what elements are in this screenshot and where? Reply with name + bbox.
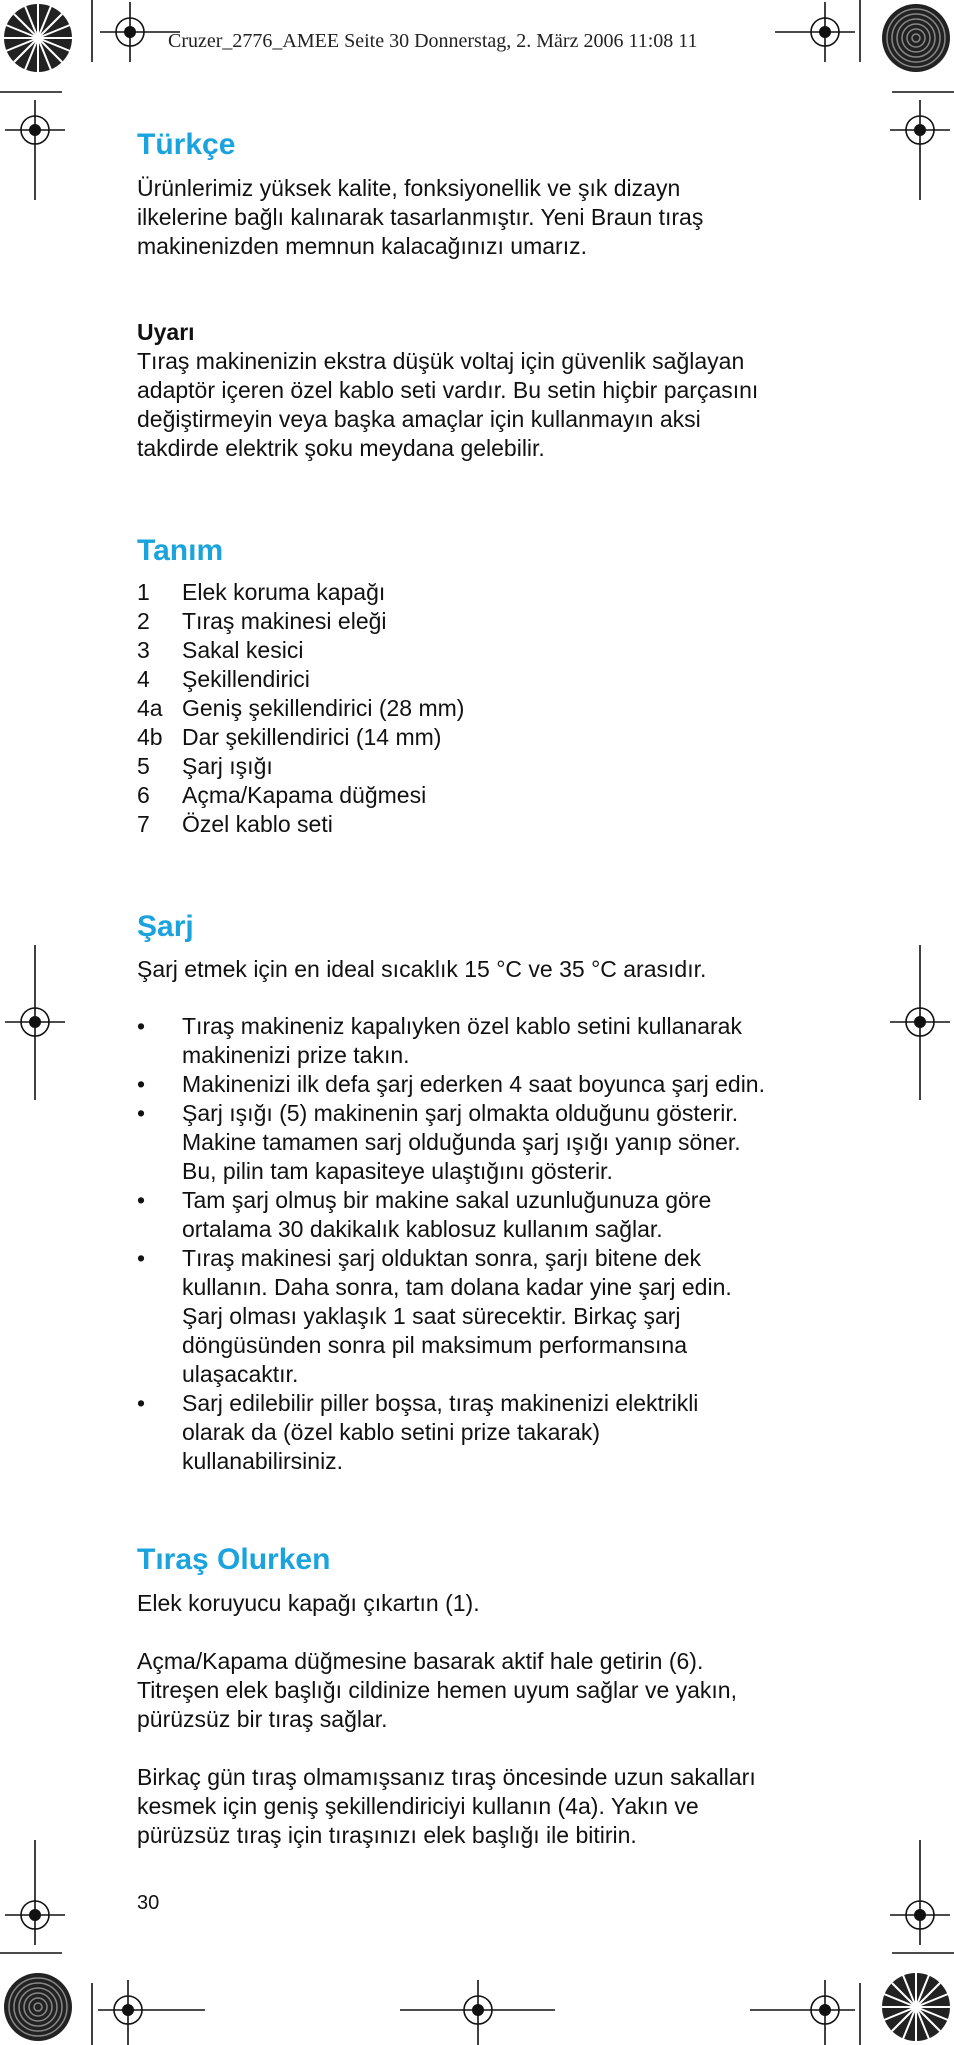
registration-mark-bottom-left <box>98 1980 205 2045</box>
item-number: 1 <box>137 579 150 605</box>
charging-intro: Şarj etmek için en ideal sıcaklık 15 °C ve 35 °C arasıdır. <box>137 956 707 982</box>
bullet-symbol: • <box>137 1013 146 1039</box>
concentric-mark-bottom-left <box>4 1973 72 2041</box>
text-line: pürüzsüz bir tıraş sağlar. <box>137 1706 388 1732</box>
item-text: Şarj ışığı <box>182 753 273 779</box>
text-line: kesmek için geniş şekillendiriciyi kullanın (4a). Yakın ve <box>137 1793 699 1819</box>
print-slug: Cruzer_2776_AMEE Seite 30 Donnerstag, 2. März 2006 11:08 11 <box>168 30 698 52</box>
text-line: makinenizden memnun kalacağınızı umarız. <box>137 233 587 259</box>
bullet-symbol: • <box>137 1071 146 1097</box>
registration-mark-right-bottom <box>890 1840 950 1945</box>
item-text: Elek koruma kapağı <box>182 579 386 605</box>
text-line: adaptör içeren özel kablo seti vardır. Bu setin hiçbir parçasını <box>137 377 759 403</box>
bullet-item <box>137 1389 837 1476</box>
item-text: Geniş şekillendirici (28 mm) <box>182 695 465 721</box>
list-item <box>137 752 464 781</box>
text-line: kullanın. Daha sonra, tam dolana kadar yine şarj edin. <box>182 1274 732 1300</box>
registration-mark-top-right <box>775 2 855 62</box>
list-item <box>137 810 464 839</box>
text-line: ulaşacaktır. <box>182 1361 299 1387</box>
item-number: 4a <box>137 695 163 721</box>
registration-mark-bottom-right <box>750 1980 855 2045</box>
text-line: Tıraş makinenizin ekstra düşük voltaj için güvenlik sağlayan <box>137 348 745 374</box>
bullet-item <box>137 1012 837 1070</box>
warning-title: Uyarı <box>137 319 195 345</box>
text-line: Makine tamamen sarj olduğunda şarj ışığı yanıp söner. <box>182 1129 741 1155</box>
list-item <box>137 636 464 665</box>
bullet-item <box>137 1099 837 1186</box>
item-number: 3 <box>137 637 150 663</box>
concentric-mark-top-right <box>882 4 950 72</box>
text-line: ortalama 30 dakikalık kablosuz kullanım sağlar. <box>182 1216 663 1242</box>
text-line: Birkaç gün tıraş olmamışsanız tıraş öncesinde uzun sakalları <box>137 1764 756 1790</box>
shaving-paragraph-3 <box>137 1763 837 1850</box>
item-number: 7 <box>137 811 150 837</box>
text-line: Şarj ışığı (5) makinenin şarj olmakta olduğunu gösterir. <box>182 1100 739 1126</box>
registration-mark-right-top <box>890 100 950 200</box>
item-number: 4b <box>137 724 163 750</box>
text-line: Makinenizi ilk defa şarj ederken 4 saat boyunca şarj edin. <box>182 1071 765 1097</box>
section-heading-tiras-olurken: Tıraş Olurken <box>137 1543 331 1576</box>
item-text: Sakal kesici <box>182 637 304 663</box>
starburst-mark-bottom-right <box>882 1973 950 2041</box>
text-line: Şarj olması yaklaşık 1 saat sürecektir. Birkaç şarj <box>182 1303 681 1329</box>
intro-paragraph <box>137 174 837 261</box>
text-line: Sarj edilebilir piller boşsa, tıraş makinenizi elektrikli <box>182 1390 699 1416</box>
starburst-mark-top-left <box>4 4 72 72</box>
text-line: takdirde elektrik şoku meydana gelebilir. <box>137 435 545 461</box>
item-text: Dar şekillendirici (14 mm) <box>182 724 442 750</box>
item-text: Açma/Kapama düğmesi <box>182 782 427 808</box>
charging-bullets <box>137 1012 837 1476</box>
text-line: makinenizi prize takın. <box>182 1042 410 1068</box>
page-number: 30 <box>137 1892 160 1914</box>
shaving-paragraph-1 <box>137 1589 837 1618</box>
bullet-item <box>137 1070 837 1099</box>
bullet-symbol: • <box>137 1187 146 1213</box>
registration-mark-left-top <box>5 100 65 200</box>
warning-block <box>137 318 837 463</box>
text-line: olarak da (özel kablo setini prize takarak) <box>182 1419 601 1445</box>
text-line: Tıraş makinesi şarj olduktan sonra, şarjı bitene dek <box>182 1245 702 1271</box>
section-heading-sarj: Şarj <box>137 910 194 943</box>
section-heading-tanim: Tanım <box>137 534 224 567</box>
registration-mark-left-bottom <box>5 1840 65 1945</box>
text-line: Açma/Kapama düğmesine basarak aktif hale getirin (6). <box>137 1648 704 1674</box>
list-item <box>137 723 464 752</box>
text-line: Ürünlerimiz yüksek kalite, fonksiyonellik ve şık dizayn <box>137 175 681 201</box>
text-line: Tam şarj olmuş bir makine sakal uzunluğunuza göre <box>182 1187 712 1213</box>
item-number: 4 <box>137 666 150 692</box>
list-item <box>137 607 464 636</box>
parts-list <box>137 578 464 839</box>
bullet-item <box>137 1244 837 1389</box>
item-number: 5 <box>137 753 150 779</box>
bullet-item <box>137 1186 837 1244</box>
list-item <box>137 578 464 607</box>
section-heading-turkce: Türkçe <box>137 128 236 161</box>
item-text: Şekillendirici <box>182 666 310 692</box>
text-line: pürüzsüz tıraş için tıraşınızı elek başlığı ile bitirin. <box>137 1822 637 1848</box>
bullet-symbol: • <box>137 1100 146 1126</box>
item-text: Özel kablo seti <box>182 811 333 837</box>
text-line: Elek koruyucu kapağı çıkartın (1). <box>137 1590 480 1616</box>
list-item <box>137 781 464 810</box>
shaving-paragraph-2 <box>137 1647 837 1734</box>
text-line: Titreşen elek başlığı cildinize hemen uyum sağlar ve yakın, <box>137 1677 737 1703</box>
list-item <box>137 665 464 694</box>
text-line: ilkelerine bağlı kalınarak tasarlanmıştır. Yeni Braun tıraş <box>137 204 704 230</box>
text-line: Bu, pilin tam kapasiteye ulaştığını gösterir. <box>182 1158 613 1184</box>
bullet-symbol: • <box>137 1390 146 1416</box>
bullet-symbol: • <box>137 1245 146 1271</box>
text-line: döngüsünden sonra pil maksimum performansına <box>182 1332 687 1358</box>
item-number: 2 <box>137 608 150 634</box>
text-line: kullanabilirsiniz. <box>182 1448 344 1474</box>
list-item <box>137 694 464 723</box>
item-number: 6 <box>137 782 150 808</box>
item-text: Tıraş makinesi eleği <box>182 608 387 634</box>
text-line: Tıraş makineniz kapalıyken özel kablo setini kullanarak <box>182 1013 742 1039</box>
text-line: değiştirmeyin veya başka amaçlar için kullanmayın aksi <box>137 406 701 432</box>
